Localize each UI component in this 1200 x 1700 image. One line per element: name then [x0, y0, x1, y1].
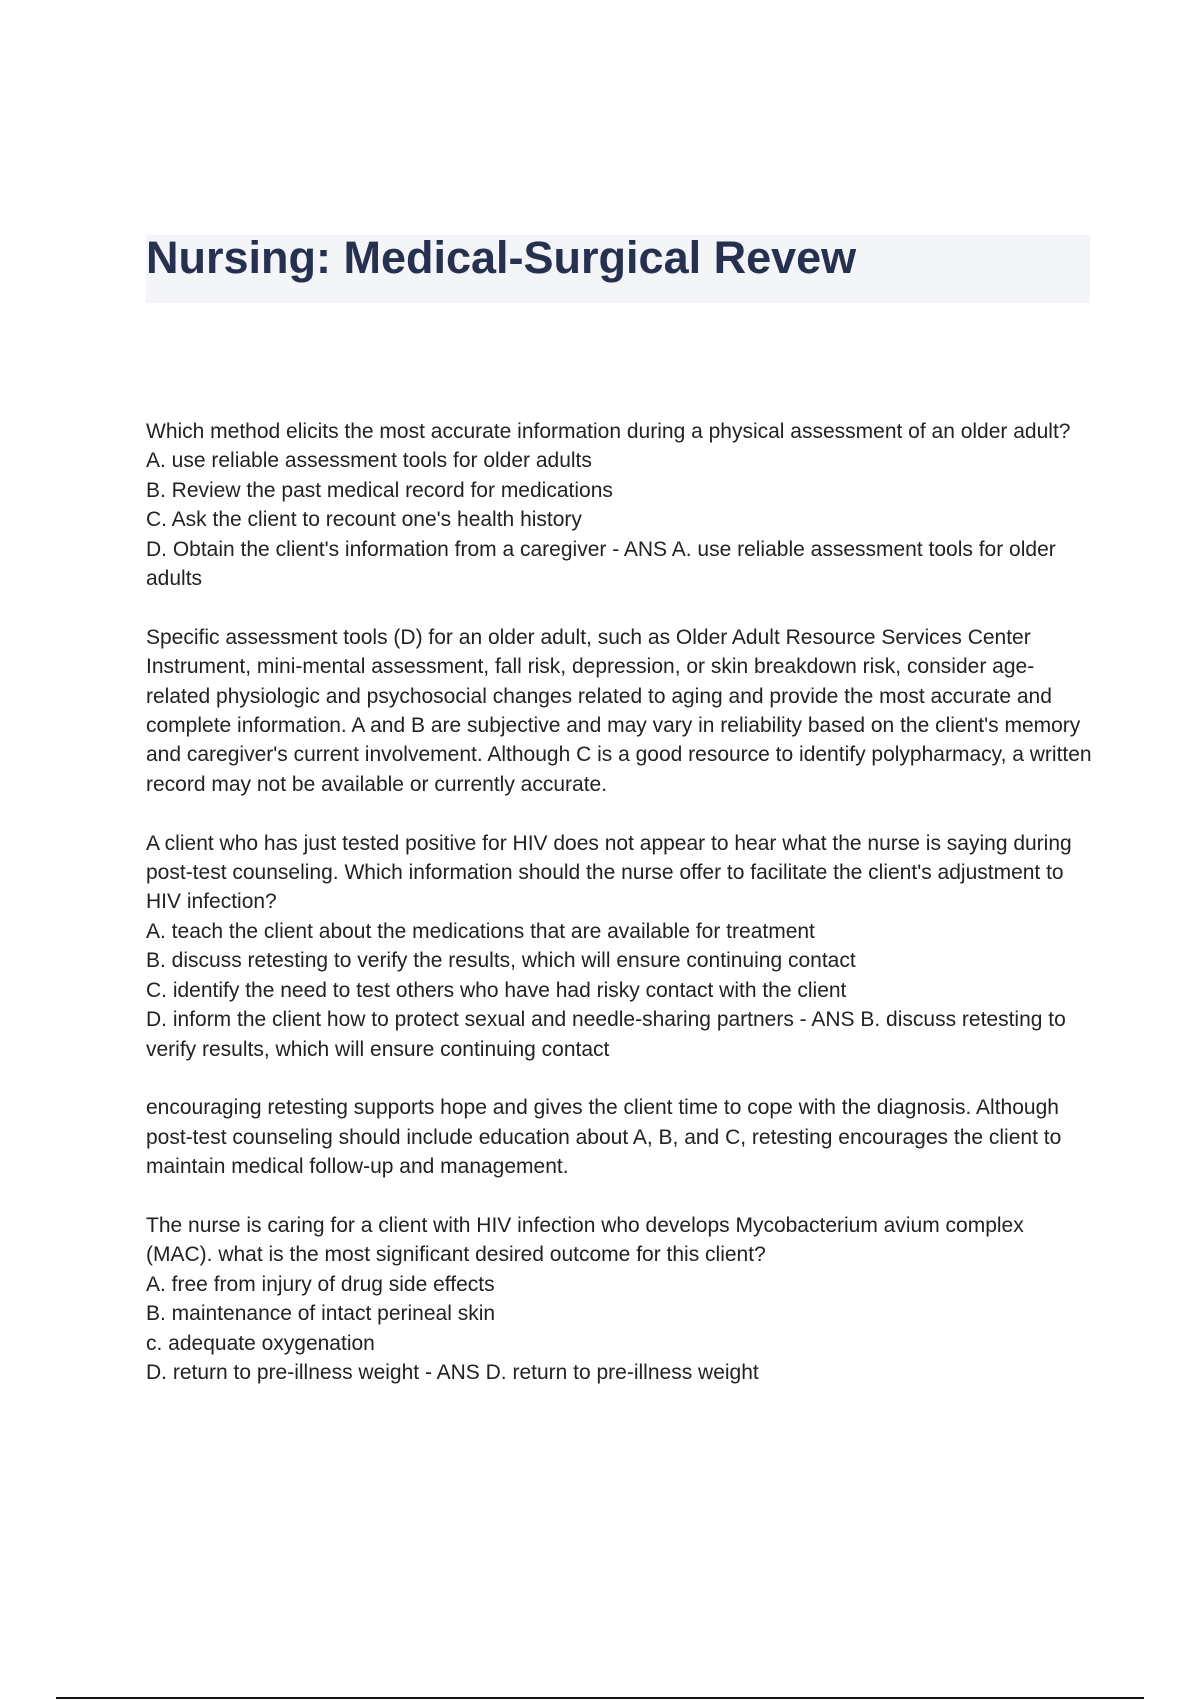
question-text: The nurse is caring for a client with HIV infection who develops Mycobacterium avium complex (MAC). what is the most significant desired outcome for this client?	[146, 1213, 1024, 1267]
question-block-3	[146, 1211, 1096, 1387]
rationale-text: encouraging retesting supports hope and gives the client time to cope with the diagnosis. Although post-test counseling should include education about A, B, and C, retesting encourages the client to maintain medical follow-up and management.	[146, 1096, 1062, 1179]
document-body	[146, 417, 1096, 1417]
answer-option: B. maintenance of intact perineal skin	[146, 1302, 496, 1326]
answer-option: B. Review the past medical record for medications	[146, 478, 613, 502]
answer-option: D. inform the client how to protect sexual and needle-sharing partners - ANS B. discuss retesting to verify results, which will ensure continuing contact	[146, 1008, 1066, 1061]
document-title: Nursing: Medical-Surgical Revew	[146, 232, 857, 283]
question-block-2	[146, 829, 1096, 1064]
answer-option: C. identify the need to test others who have had risky contact with the client	[146, 978, 847, 1002]
rationale-text: Specific assessment tools (D) for an older adult, such as Older Adult Resource Services Center Instrument, mini-mental assessment, fall risk, depression, or skin breakdown risk, consider age-related physiologic and psychosocial changes related to aging and provide the most accurate and complete information. A and B are subjective and may vary in reliability based on the client's memory and caregiver's current involvement. Although C is a good resource to identify polypharmacy, a written record may not be available or currently accurate.	[146, 625, 1092, 796]
footer-rule	[56, 1697, 1144, 1699]
rationale-block-1	[146, 623, 1096, 799]
answer-option: B. discuss retesting to verify the results, which will ensure continuing contact	[146, 949, 856, 973]
answer-option: A. use reliable assessment tools for older adults	[146, 449, 592, 473]
answer-option: C. Ask the client to recount one's health history	[146, 508, 582, 532]
answer-option: A. teach the client about the medications that are available for treatment	[146, 919, 815, 943]
answer-option: c. adequate oxygenation	[146, 1331, 375, 1355]
question-text: Which method elicits the most accurate information during a physical assessment of an older adult?	[146, 420, 1071, 443]
answer-option: A. free from injury of drug side effects	[146, 1272, 495, 1296]
answer-option: D. return to pre-illness weight - ANS D. return to pre-illness weight	[146, 1360, 759, 1384]
question-block-1	[146, 417, 1096, 593]
question-text: A client who has just tested positive for HIV does not appear to hear what the nurse is saying during post-test counseling. Which information should the nurse offer to facilitate the client's adjustment to HIV infection?	[146, 831, 1072, 914]
rationale-block-2	[146, 1093, 1096, 1181]
answer-option: D. Obtain the client's information from a caregiver - ANS A. use reliable assessment tools for older adults	[146, 537, 1056, 591]
